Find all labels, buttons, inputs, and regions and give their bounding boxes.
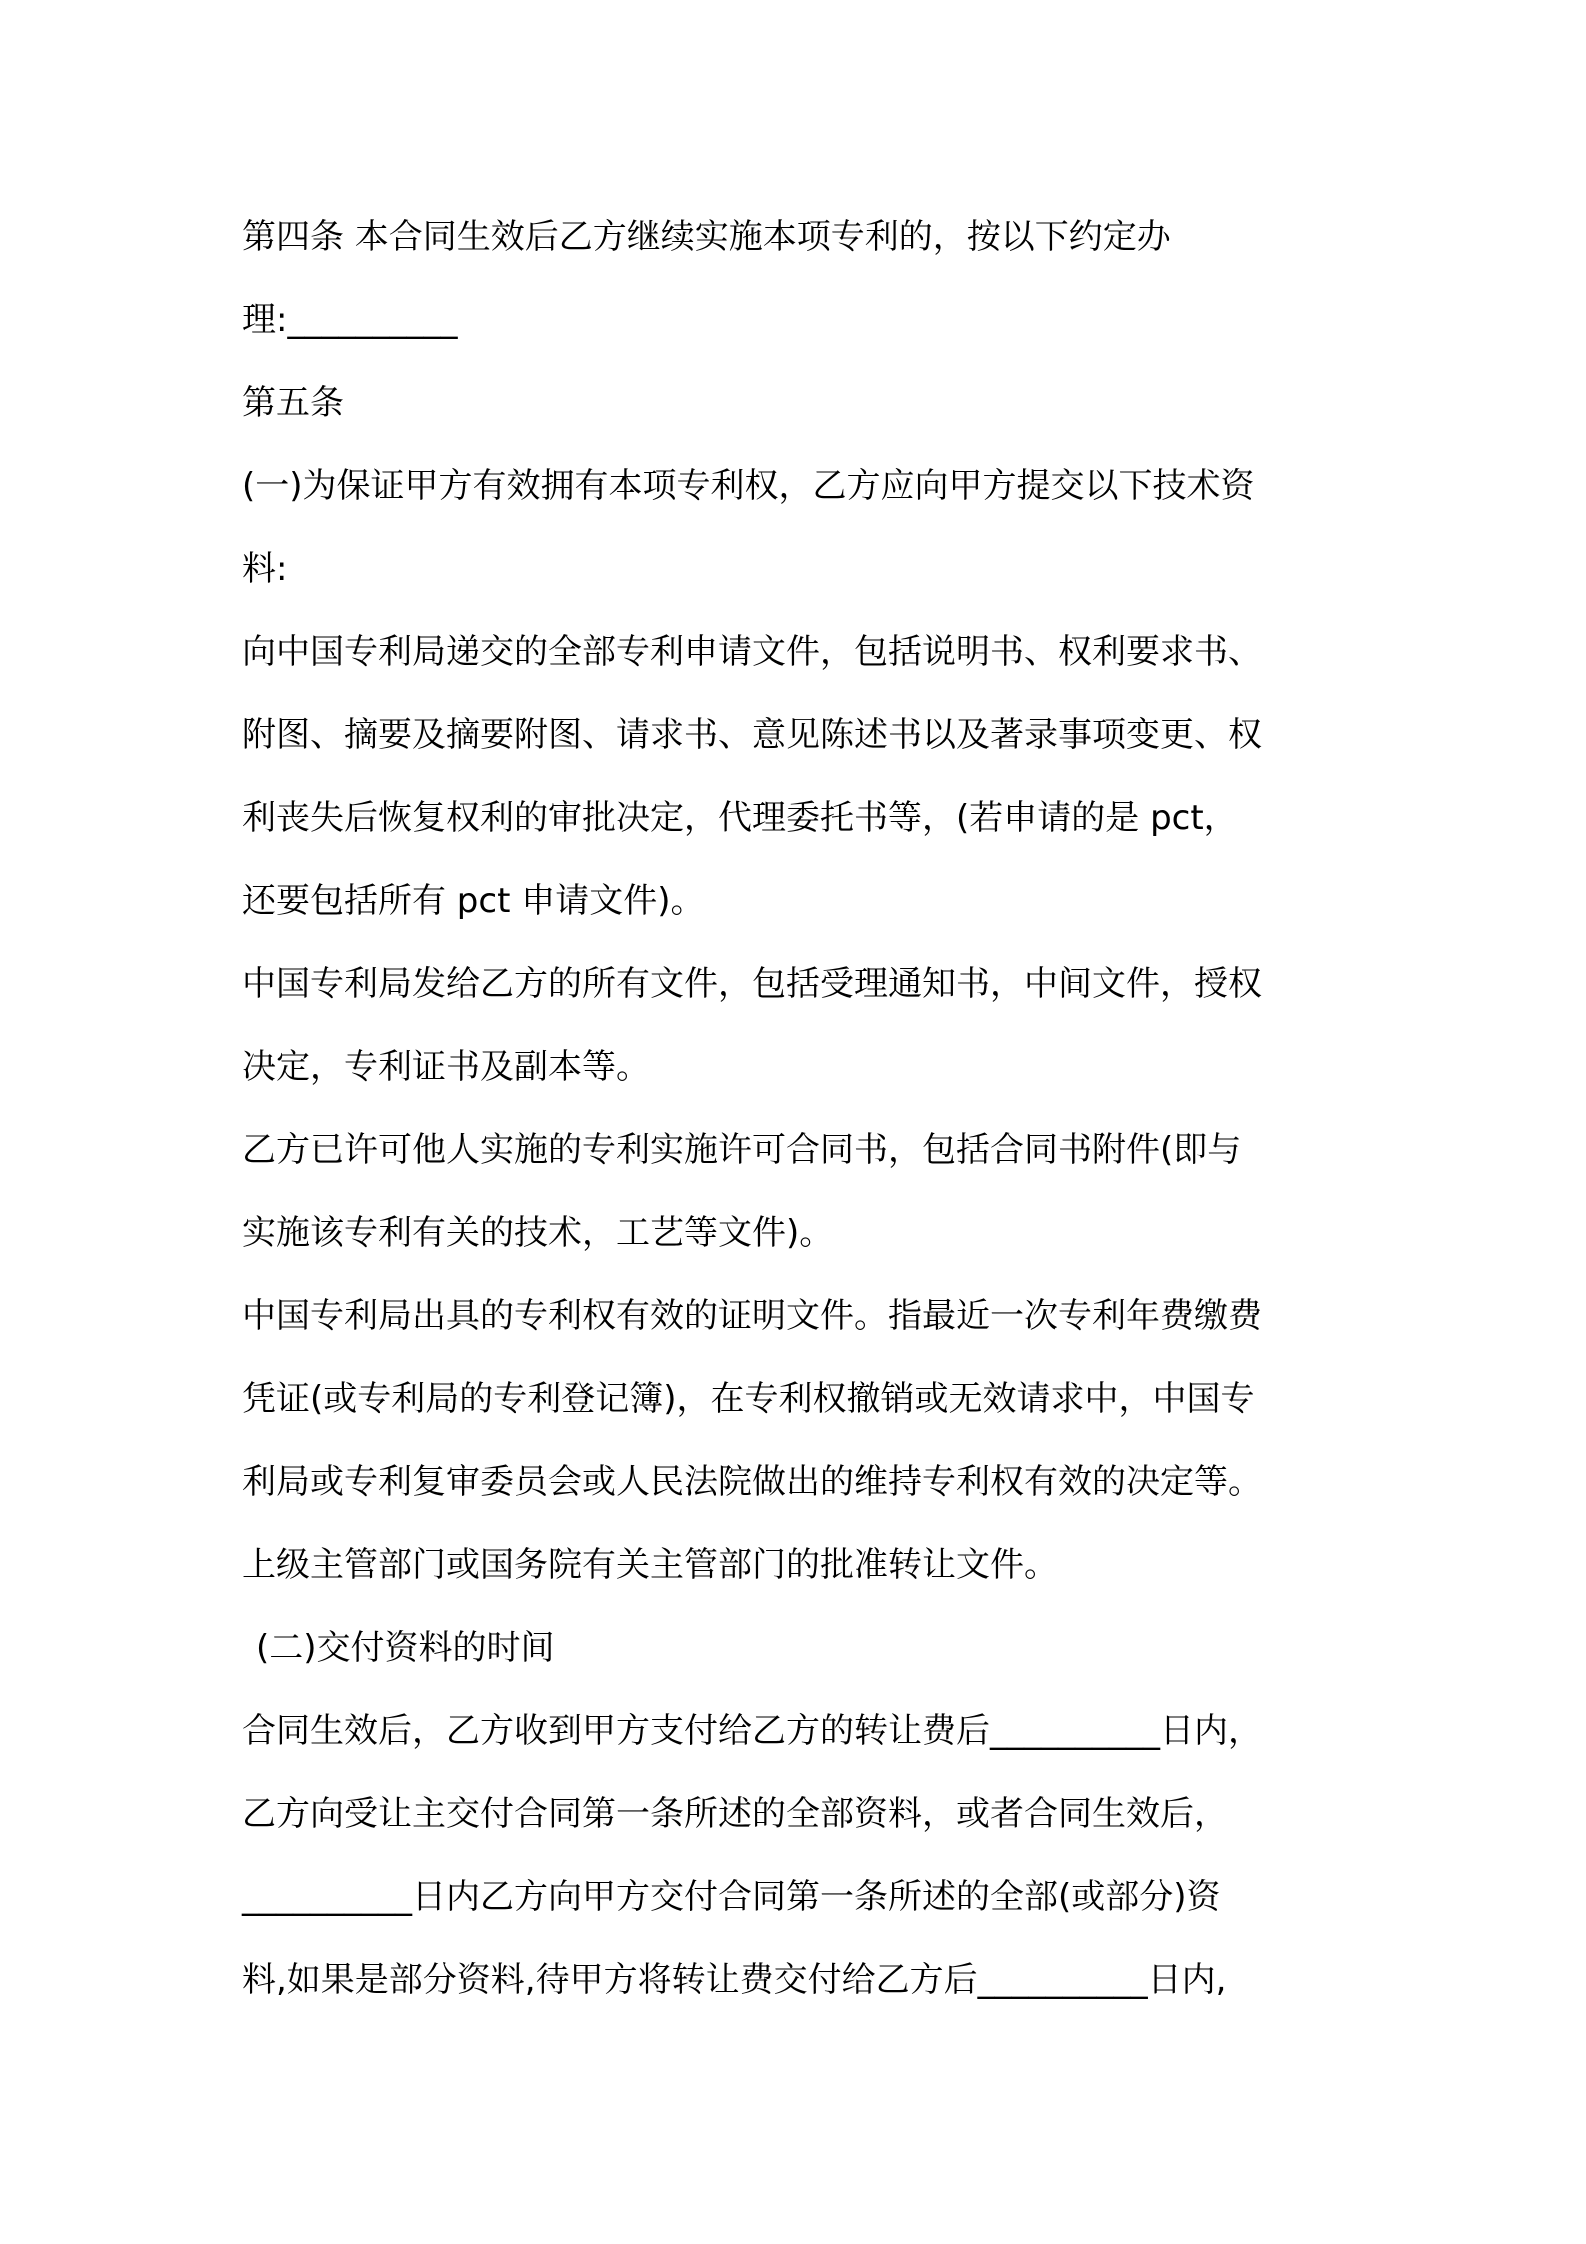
item-validity-proof-line-2: 凭证(或专利局的专利登记簿)，在专利权撤销或无效请求中，中国专 (242, 1379, 1255, 1419)
item-approval-documents: 上级主管部门或国务院有关主管部门的批准转让文件。 (242, 1545, 1058, 1585)
delivery-time-line-3: __________日内乙方向甲方交付合同第一条所述的全部(或部分)资 (242, 1877, 1221, 1917)
item-application-files-line-4: 还要包括所有 pct 申请文件)。 (242, 881, 705, 921)
article-5-heading: 第五条 (242, 383, 344, 423)
item-application-files-line-2: 附图、摘要及摘要附图、请求书、意见陈述书以及著录事项变更、权 (242, 715, 1262, 755)
item-office-documents-line-1: 中国专利局发给乙方的所有文件，包括受理通知书，中间文件，授权 (242, 964, 1262, 1004)
section-2-heading: (二)交付资料的时间 (256, 1628, 555, 1668)
item-license-contracts-line-2: 实施该专利有关的技术，工艺等文件)。 (242, 1213, 834, 1253)
article-4-line-2: 理:__________ (242, 300, 458, 340)
item-license-contracts-line-1: 乙方已许可他人实施的专利实施许可合同书，包括合同书附件(即与 (242, 1130, 1242, 1170)
item-application-files-line-1: 向中国专利局递交的全部专利申请文件，包括说明书、权利要求书、 (242, 632, 1262, 672)
delivery-time-line-2: 乙方向受让主交付合同第一条所述的全部资料，或者合同生效后， (242, 1794, 1228, 1834)
delivery-time-line-1: 合同生效后，乙方收到甲方支付给乙方的转让费后__________日内， (242, 1711, 1262, 1751)
item-application-files-line-3: 利丧失后恢复权利的审批决定，代理委托书等，(若申请的是 pct， (242, 798, 1238, 838)
section-1-line-2: 料: (242, 549, 288, 589)
section-1-line-1: (一)为保证甲方有效拥有本项专利权，乙方应向甲方提交以下技术资 (242, 466, 1255, 506)
item-validity-proof-line-1: 中国专利局出具的专利权有效的证明文件。指最近一次专利年费缴费 (242, 1296, 1262, 1336)
delivery-time-line-4: 料,如果是部分资料,待甲方将转让费交付给乙方后__________日内, (242, 1960, 1227, 2000)
article-4-line-1: 第四条 本合同生效后乙方继续实施本项专利的，按以下约定办 (242, 217, 1171, 257)
document-body (242, 196, 1362, 2022)
item-validity-proof-line-3: 利局或专利复审委员会或人民法院做出的维持专利权有效的决定等。 (242, 1462, 1262, 1502)
item-office-documents-line-2: 决定，专利证书及副本等。 (242, 1047, 650, 1087)
